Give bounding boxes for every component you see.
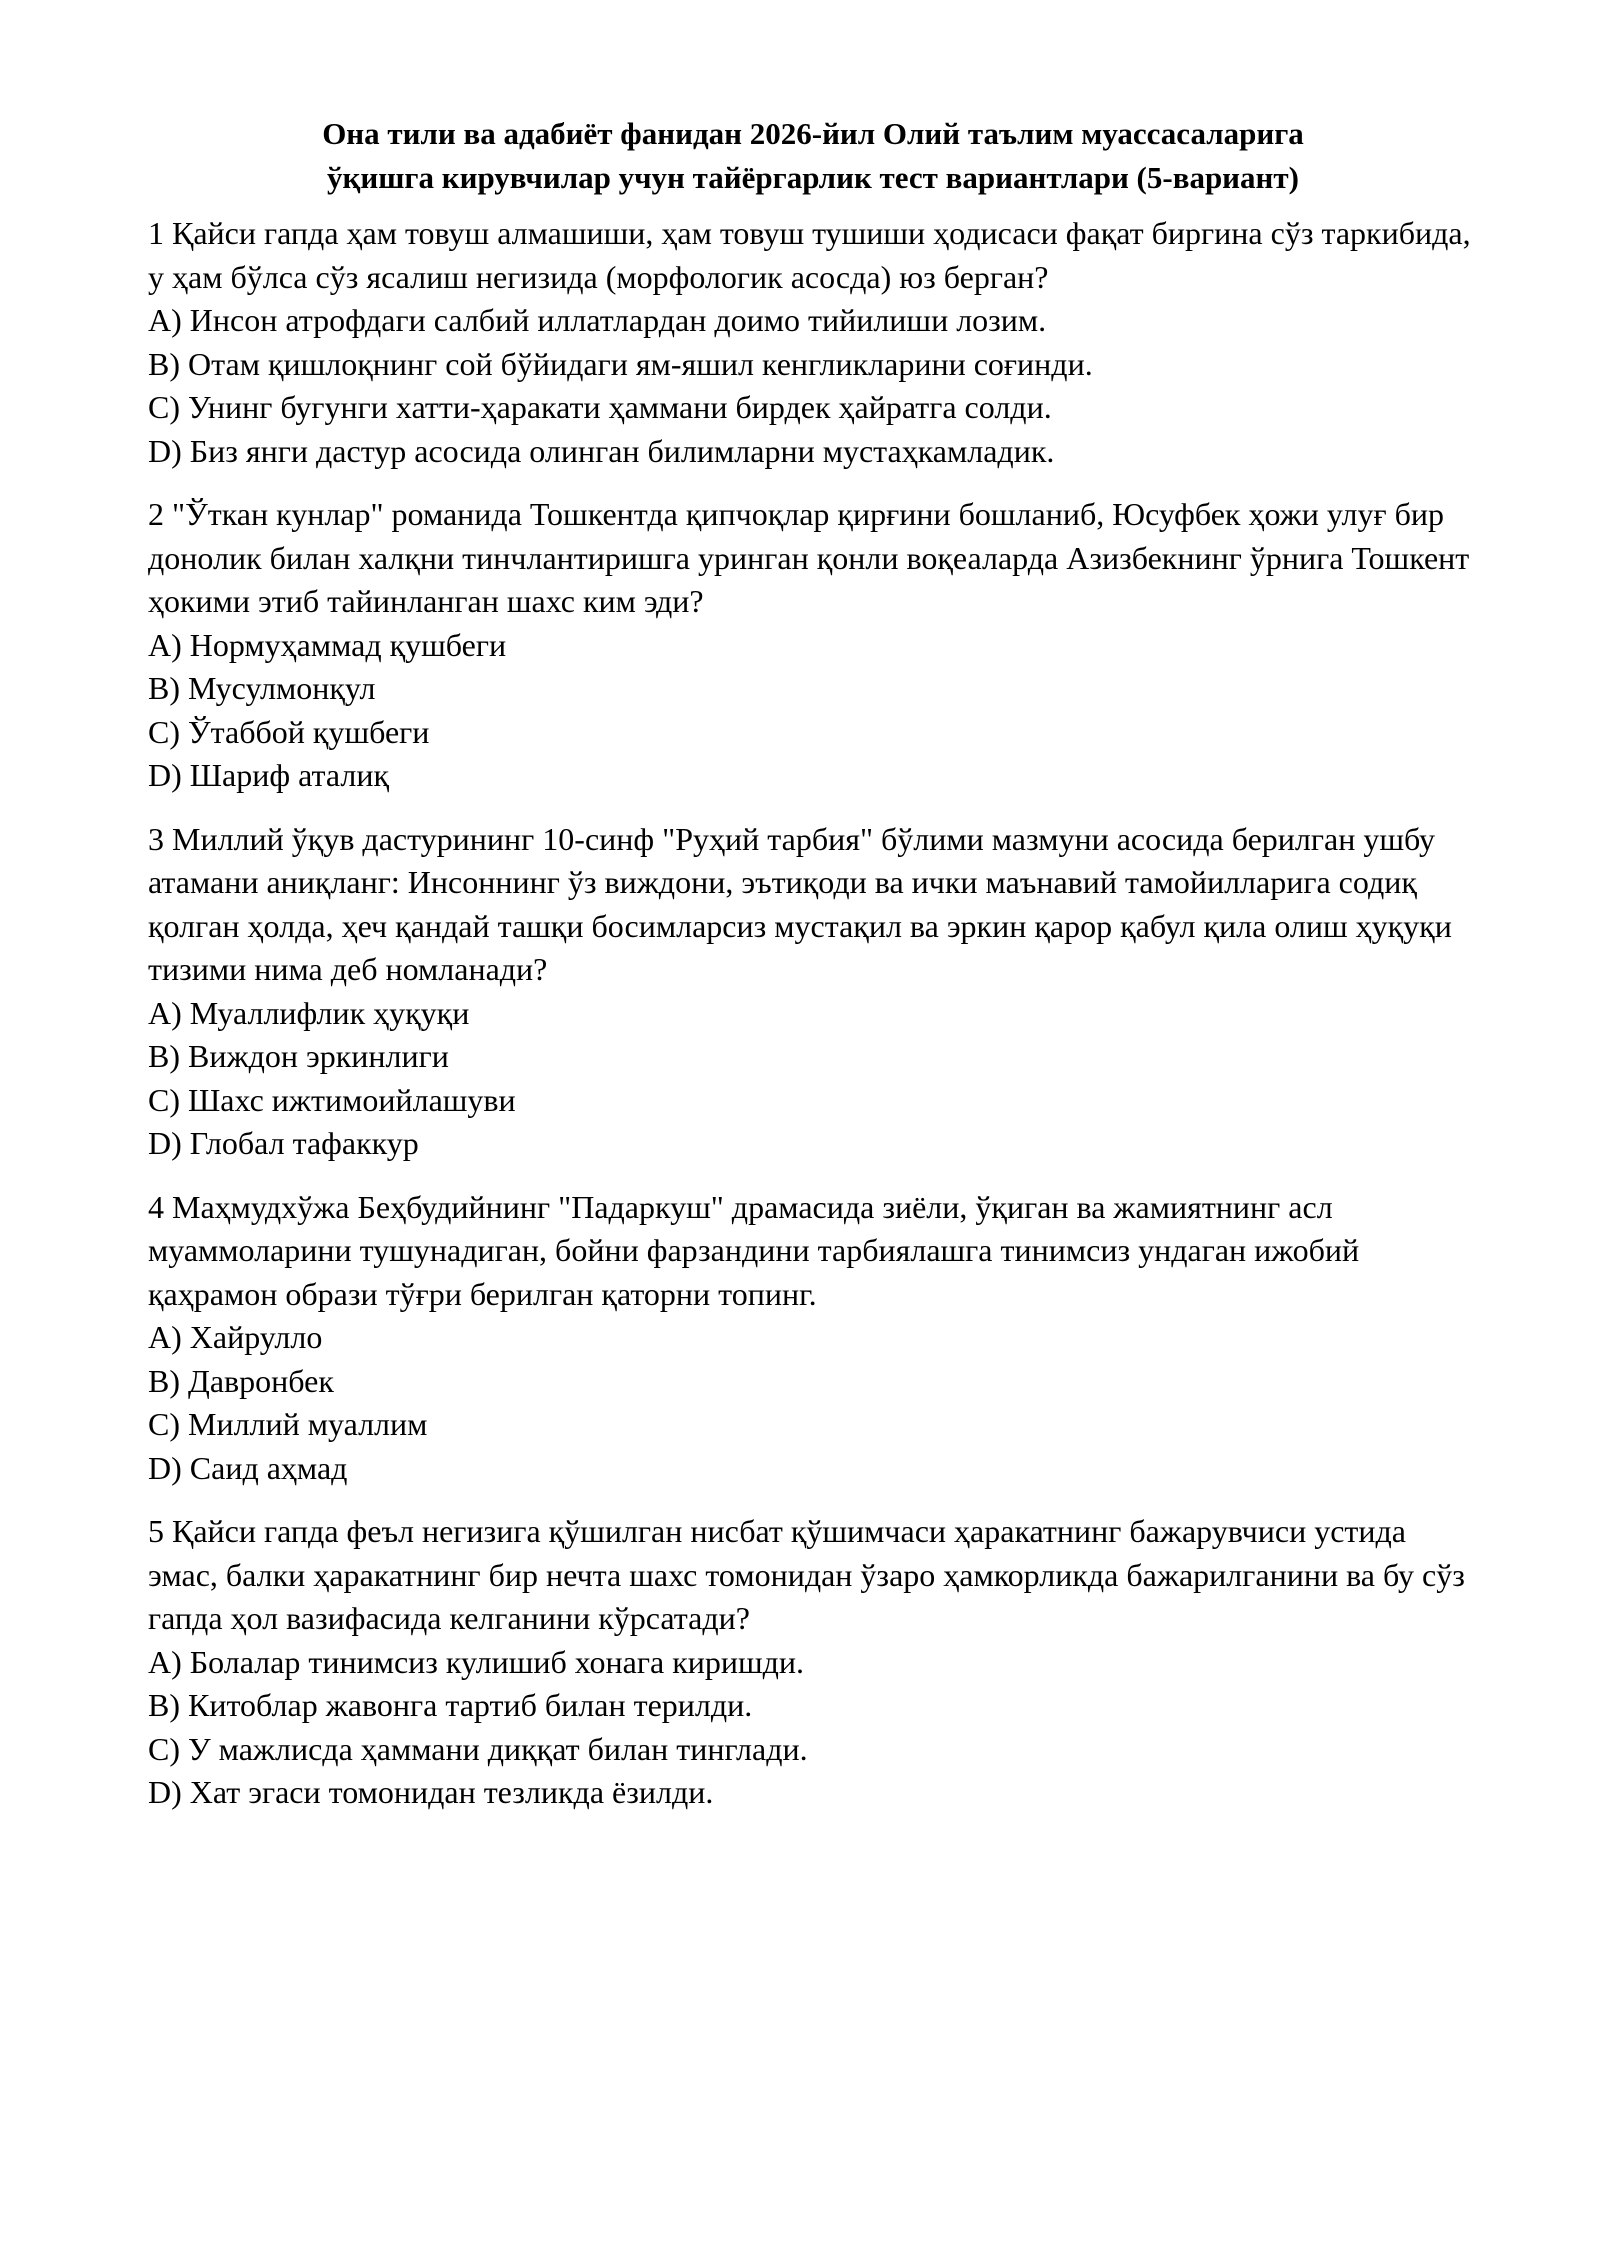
option-a: A) Инсон атрофдаги салбий иллатлардан доимо тийилиши лозим. <box>148 302 1047 338</box>
question-5 <box>148 1510 1478 1815</box>
document-title <box>148 112 1478 200</box>
option-c: C) Унинг бугунги хатти-ҳаракати ҳаммани бирдек ҳайратга солди. <box>148 389 1052 425</box>
question-2 <box>148 493 1478 798</box>
question-1 <box>148 212 1478 473</box>
answer-options <box>148 1641 1478 1815</box>
option-a: A) Хайрулло <box>148 1319 323 1355</box>
option-b: B) Виждон эркинлиги <box>148 1038 449 1074</box>
option-d: D) Хат эгаси томонидан тезликда ёзилди. <box>148 1774 714 1810</box>
option-b: B) Китоблар жавонга тартиб билан терилди. <box>148 1687 753 1723</box>
answer-options <box>148 992 1478 1166</box>
option-a: A) Болалар тинимсиз кулишиб хонага киришди. <box>148 1643 805 1680</box>
question-3 <box>148 818 1478 1166</box>
question-text: 4 Маҳмудхўжа Беҳбудийнинг "Падаркуш" драмасида зиёли, ўқиган ва жамиятнинг асл муаммоларини тушунадиган, бойни фарзандини тарбиялашга тинимсиз ундаган ижобий қаҳрамон образи тўғри берилган қаторни топинг. <box>148 1188 1360 1312</box>
option-a: A) Муаллифлик ҳуқуқи <box>148 994 470 1031</box>
option-d: D) Шариф аталиқ <box>148 757 389 793</box>
question-text: 1 Қайси гапда ҳам товуш алмашиши, ҳам товуш тушиши ҳодисаси фақат биргина сўз таркибида, у ҳам бўлса сўз ясалиш негизида (морфологик асосда) юз берган? <box>148 215 1471 295</box>
option-b: B) Отам қишлоқнинг сой бўйидаги ям-яшил кенгликларини соғинди. <box>148 345 1093 382</box>
option-d: D) Глобал тафаккур <box>148 1125 419 1161</box>
document-page <box>148 112 1478 1835</box>
answer-options <box>148 299 1478 473</box>
option-b: B) Мусулмонқул <box>148 670 376 706</box>
question-text: 2 "Ўткан кунлар" романида Тошкентда қипчоқлар қирғини бошланиб, Юсуфбек ҳожи улуғ бир донолик билан халқни тинчлантиришга уринган қонли воқеаларда Азизбекнинг ўрнига Тошкент ҳокими этиб тайинланган шахс ким эди? <box>148 496 1470 619</box>
option-c: C) Миллий муаллим <box>148 1406 428 1442</box>
question-text: 5 Қайси гапда феъл негизига қўшилган нисбат қўшимчаси ҳаракатнинг бажарувчиси устида эмас, балки ҳаракатнинг бир нечта шахс томонидан ўзаро ҳамкорликда бажарилганини ва бу сўз гапда ҳол вазифасида келганини кўрсатади? <box>148 1513 1465 1636</box>
answer-options <box>148 1316 1478 1490</box>
question-4 <box>148 1186 1478 1491</box>
option-a: A) Нормуҳаммад қушбеги <box>148 626 507 663</box>
option-c: C) Ўтаббой қушбеги <box>148 713 430 750</box>
option-c: C) У мажлисда ҳаммани диққат билан тинглади. <box>148 1730 808 1767</box>
question-text: 3 Миллий ўқув дастурининг 10-синф "Руҳий тарбия" бўлими мазмуни асосида берилган ушбу атамани аниқланг: Инсоннинг ўз виждони, эътиқоди ва ички маънавий тамойилларига содиқ қолган ҳолда, ҳеч қандай ташқи босимларсиз мустақил ва эркин қарор қабул қила олиш ҳуқуқи тизими нима деб номланади? <box>148 820 1452 987</box>
title-line-2: ўқишга кирувчилар учун тайёргарлик тест вариантлари (5-вариант) <box>327 160 1299 195</box>
option-b: B) Давронбек <box>148 1362 334 1399</box>
option-d: D) Саид аҳмад <box>148 1449 348 1486</box>
title-line-1: Она тили ва адабиёт фанидан 2026-йил Олий таълим муассасаларига <box>322 116 1304 151</box>
option-c: C) Шахс ижтимоийлашуви <box>148 1081 516 1118</box>
option-d: D) Биз янги дастур асосида олинган билимларни мустаҳкамладик. <box>148 432 1055 469</box>
answer-options <box>148 624 1478 798</box>
